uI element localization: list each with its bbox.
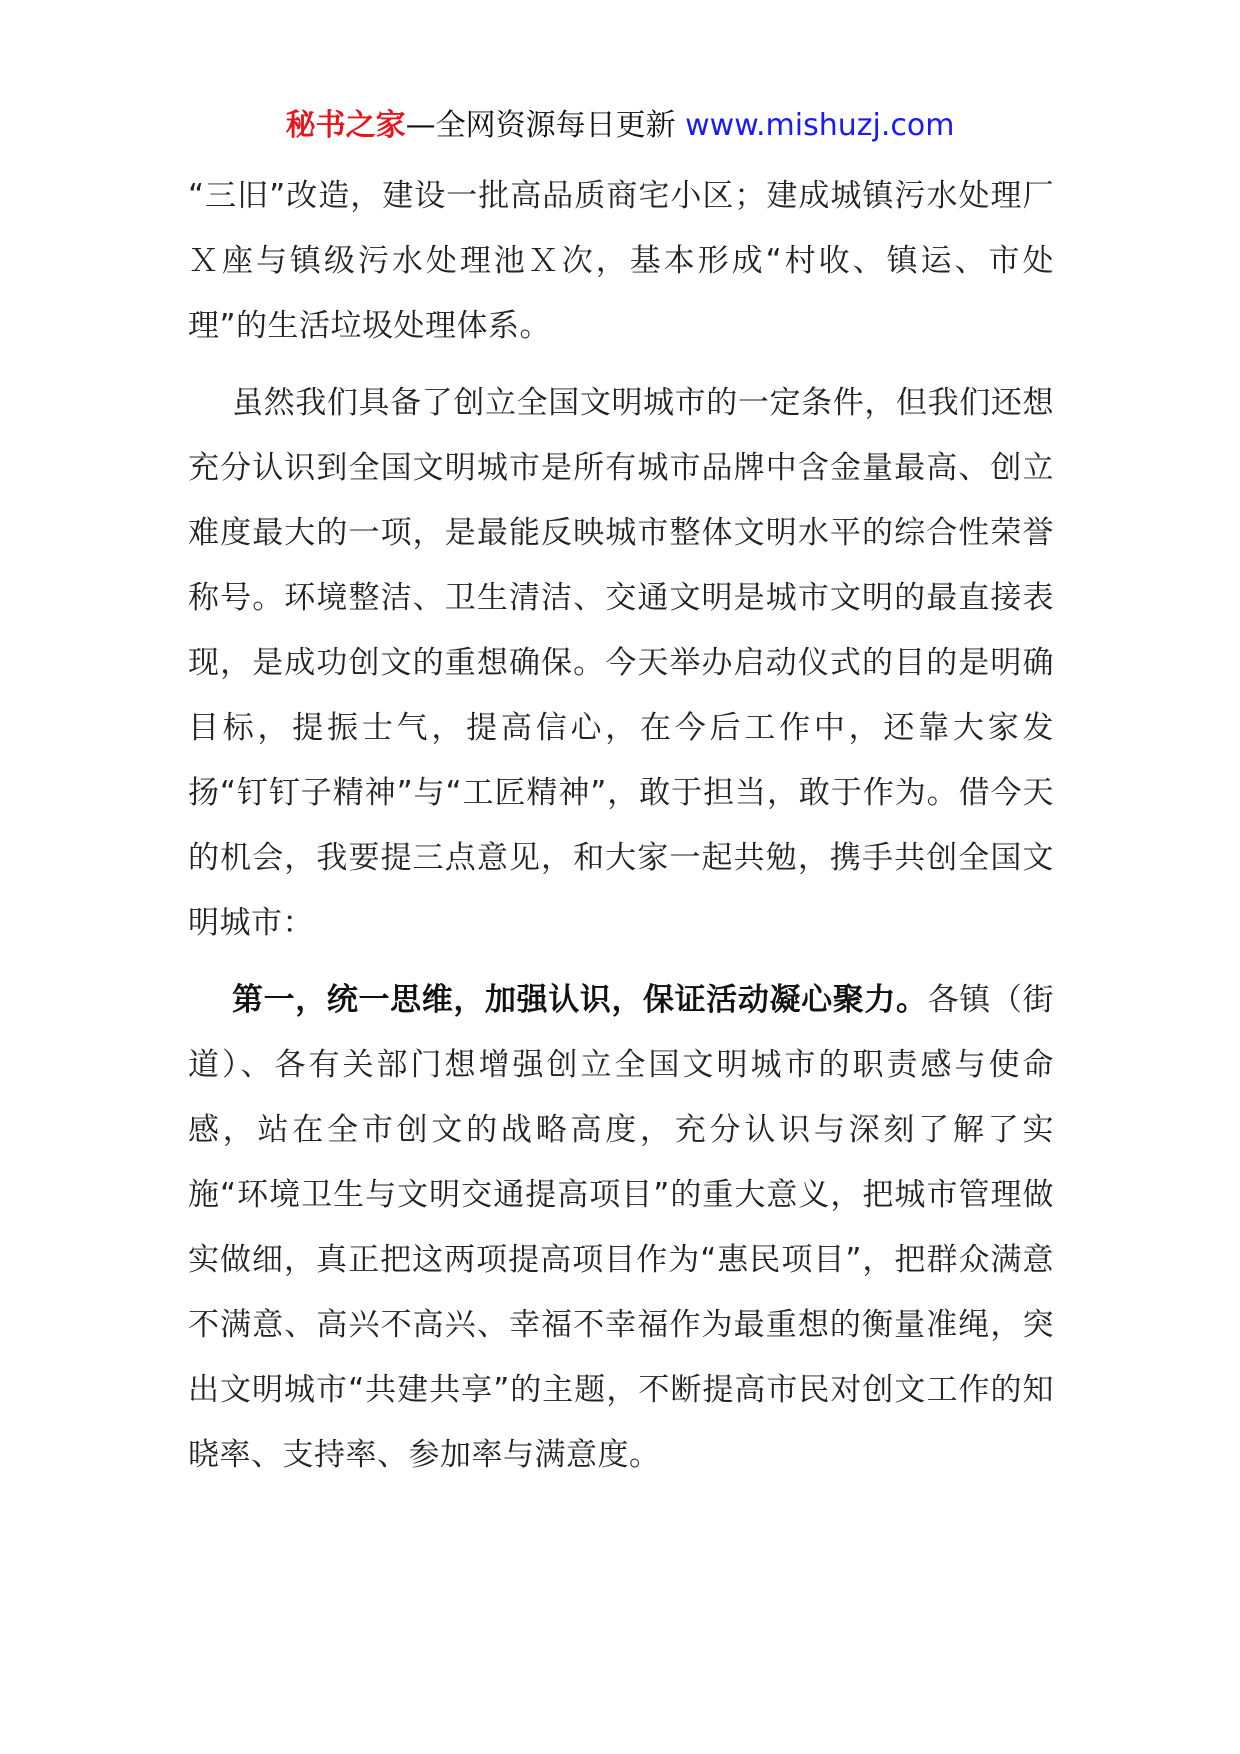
paragraph-2: 虽然我们具备了创立全国文明城市的一定条件，但我们还想充分认识到全国文明城市是所有城市品牌中含金量最高、创立难度最大的一项，是最能反映城市整体文明水平的综合性荣誉称号。环境整洁、卫生清洁、交通文明是城市文明的最直接表现，是成功创文的重想确保。今天举办启动仪式的目的是明确目标，提振士气，提高信心，在今后工作中，还靠大家发扬“钉钉子精神”与“工匠精神”，敢于担当，敢于作为。借今天的机会，我要提三点意见，和大家一起共勉，携手共创全国文明城市： [188, 385, 1054, 941]
document-body [188, 164, 1054, 1500]
paragraph-3 [188, 968, 1054, 1488]
header-slogan: —全网资源每日更新 [405, 108, 686, 143]
brand-name: 秘书之家 [285, 108, 406, 143]
paragraph-1: “三旧”改造，建设一批高品质商宅小区；建成城镇污水处理厂Ｘ座与镇级污水处理池Ｘ次，基本形成“村收、镇运、市处理”的生活垃圾处理体系。 [188, 178, 1054, 344]
website-link[interactable]: www.mishuzj.com [685, 108, 955, 143]
page-header [0, 104, 1240, 148]
paragraph-3-heading: 第一，统一思维，加强认识，保证活动凝心聚力。 [232, 982, 928, 1018]
paragraph-3-text: 各镇（街道）、各有关部门想增强创立全国文明城市的职责感与使命感，站在全市创文的战略高度，充分认识与深刻了解了实施“环境卫生与文明交通提高项目”的重大意义，把城市管理做实做细，真正把这两项提高项目作为“惠民项目”，把群众满意不满意、高兴不高兴、幸福不幸福作为最重想的衡量准绳，突出文明城市“共建共享”的主题，不断提高市民对创文工作的知晓率、支持率、参加率与满意度。 [188, 982, 1055, 1473]
